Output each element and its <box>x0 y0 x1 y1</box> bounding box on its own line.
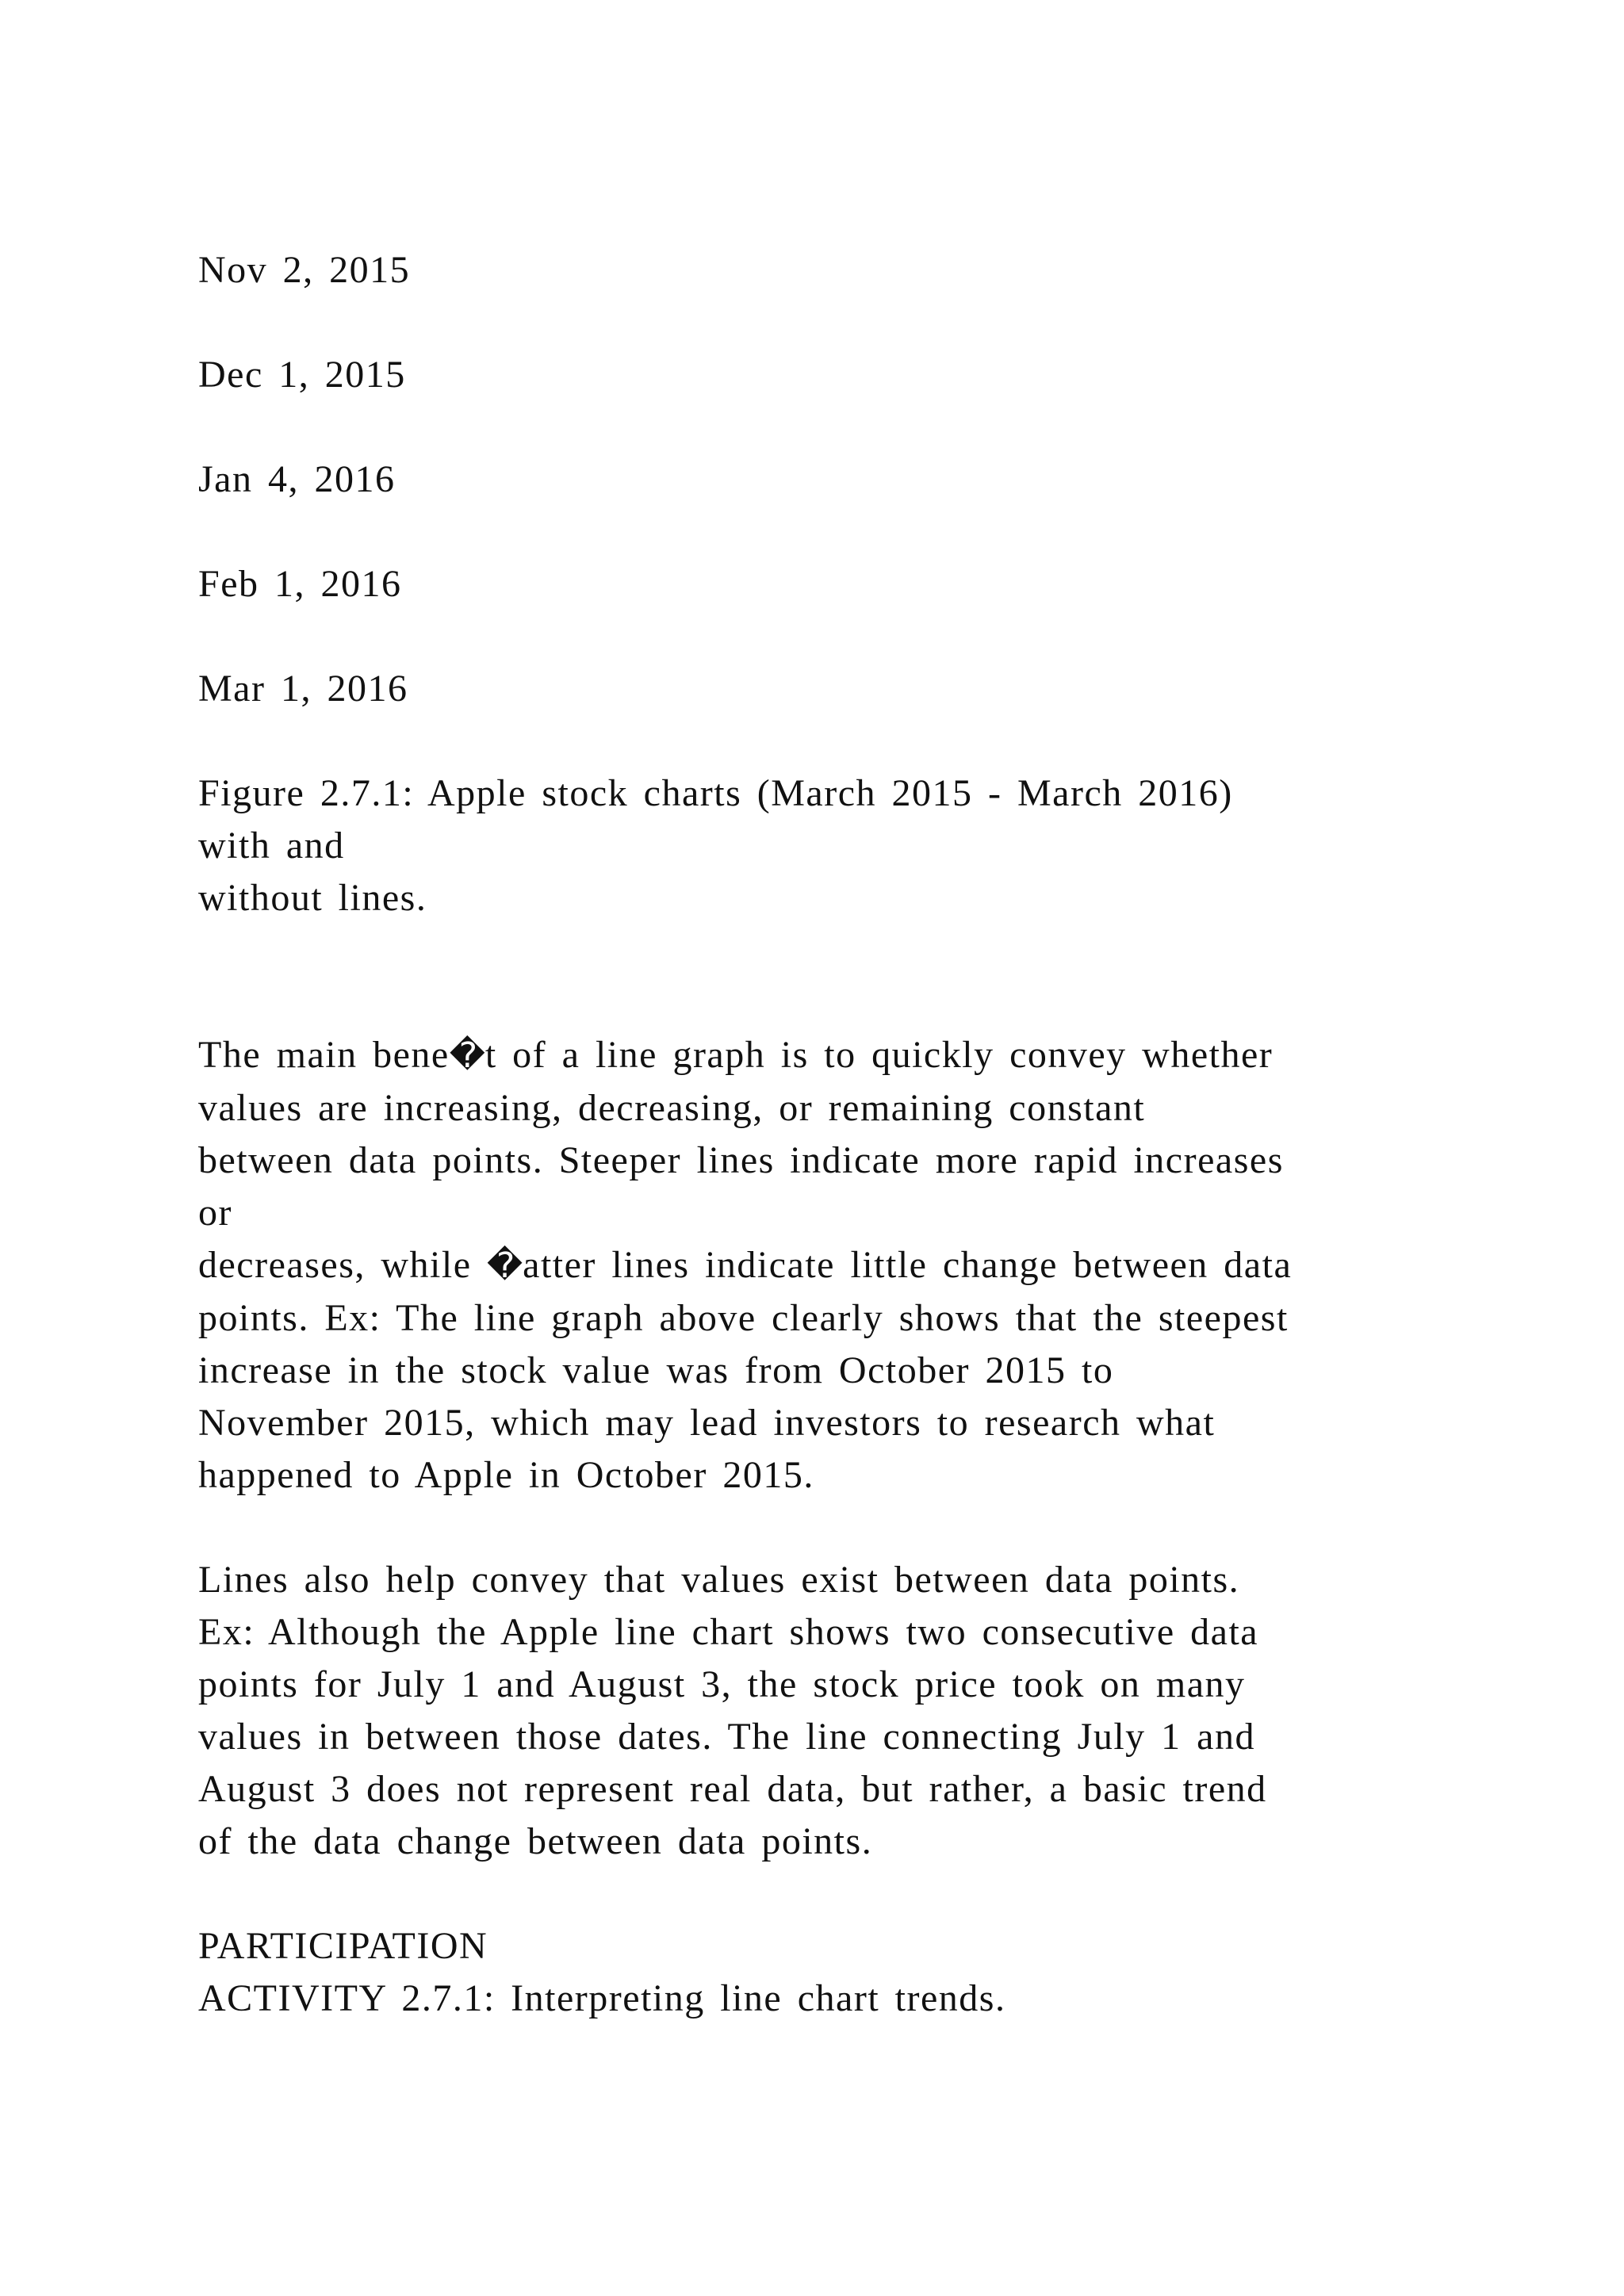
caption-line: with and <box>198 825 345 867</box>
document-page <box>198 244 1435 2025</box>
replacement-character-icon: � <box>487 1246 523 1286</box>
paragraph-line: Lines also help convey that values exist between data points. <box>198 1559 1240 1601</box>
date-list <box>198 244 1435 715</box>
date-item: Mar 1, 2016 <box>198 668 408 710</box>
paragraph-line <box>198 1239 1435 1292</box>
date-item: Dec 1, 2015 <box>198 354 406 396</box>
paragraph-line: August 3 does not represent real data, but rather, a basic trend <box>198 1768 1267 1810</box>
paragraph-line: November 2015, which may lead investors to research what <box>198 1402 1216 1444</box>
caption-line: without lines. <box>198 877 427 919</box>
paragraph-line: happened to Apple in October 2015. <box>198 1454 814 1496</box>
paragraph-line: points. Ex: The line graph above clearly shows that the steepest <box>198 1297 1289 1339</box>
paragraph-line: increase in the stock value was from October 2015 to <box>198 1349 1114 1391</box>
paragraph-line: Ex: Although the Apple line chart shows two consecutive data <box>198 1611 1259 1653</box>
paragraph-values-between-points <box>198 1554 1435 1868</box>
paragraph-line: of the data change between data points. <box>198 1820 873 1862</box>
paragraph-line-graph-benefit <box>198 1029 1435 1502</box>
text-fragment: t of a line graph is to quickly convey whether <box>485 1034 1274 1076</box>
date-item: Jan 4, 2016 <box>198 458 396 500</box>
date-item: Feb 1, 2016 <box>198 563 402 605</box>
date-item: Nov 2, 2015 <box>198 249 411 291</box>
participation-activity-heading <box>198 1920 1435 2025</box>
text-fragment: atter lines indicate little change between data <box>523 1244 1293 1286</box>
caption-line: Figure 2.7.1: Apple stock charts (March 2015 - March 2016) <box>198 772 1233 814</box>
activity-label: PARTICIPATION <box>198 1925 488 1967</box>
text-fragment: decreases, while <box>198 1244 488 1286</box>
paragraph-line <box>198 1029 1435 1082</box>
paragraph-line: or <box>198 1192 232 1234</box>
text-fragment: The main bene <box>198 1034 450 1076</box>
paragraph-line: values in between those dates. The line connecting July 1 and <box>198 1716 1255 1758</box>
activity-title: ACTIVITY 2.7.1: Interpreting line chart trends. <box>198 1977 1006 2019</box>
replacement-character-icon: � <box>449 1035 485 1076</box>
paragraph-line: between data points. Steeper lines indicate more rapid increases <box>198 1139 1284 1181</box>
figure-caption <box>198 767 1435 924</box>
paragraph-line: points for July 1 and August 3, the stock price took on many <box>198 1663 1246 1705</box>
paragraph-line: values are increasing, decreasing, or remaining constant <box>198 1087 1146 1129</box>
